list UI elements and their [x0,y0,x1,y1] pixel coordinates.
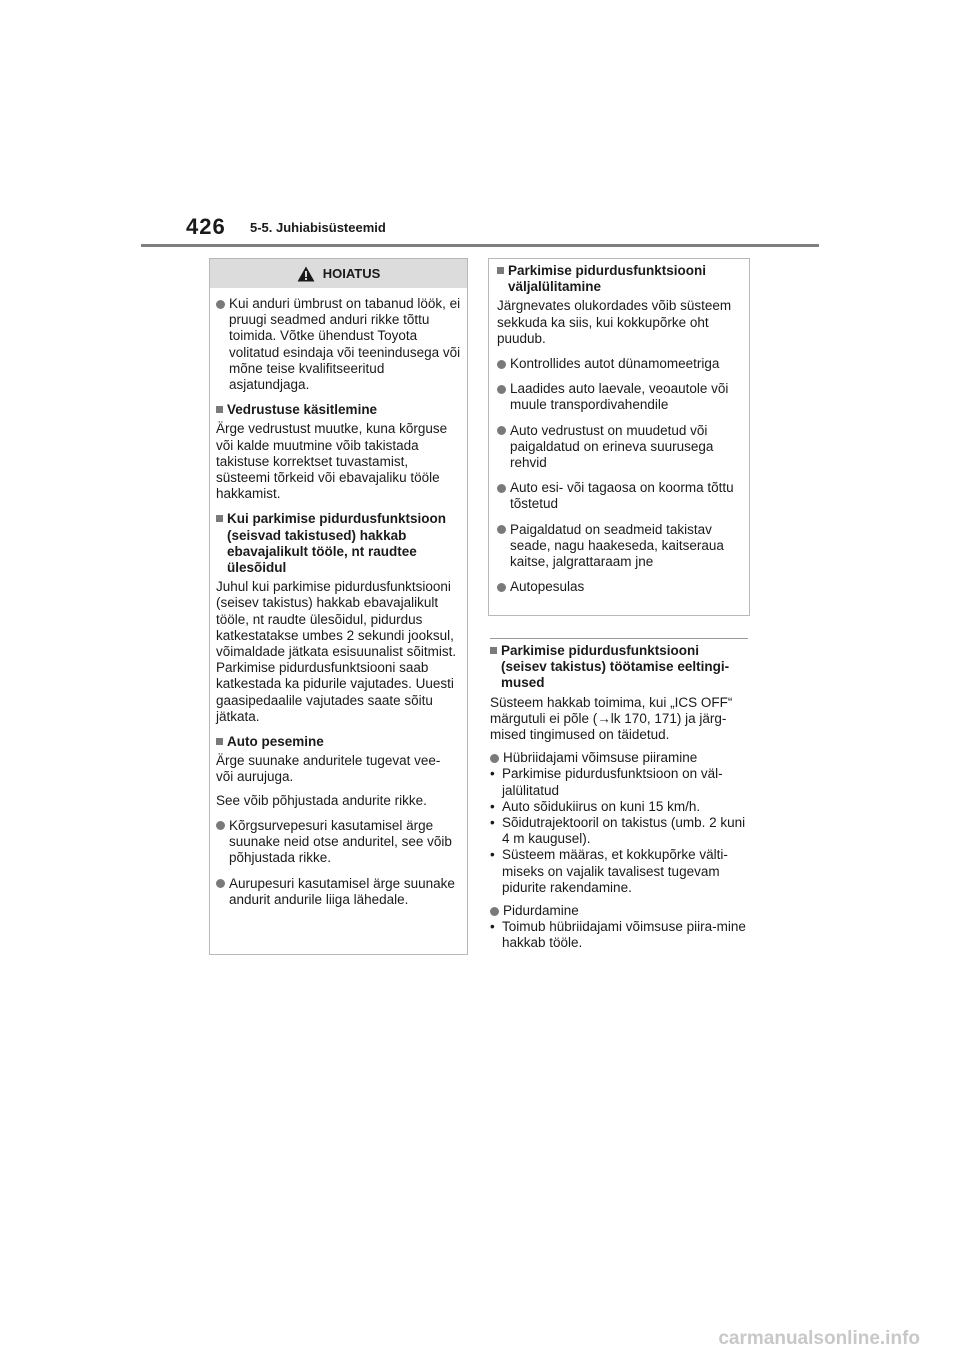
header-rule [141,244,819,247]
disable-bullet: Paigaldatud on seadmeid takistav seade, nagu haakeseda, kaitseraua kaitse, jalgrattaraam jne [497,522,743,571]
disable-bullet: Kontrollides autot dünamomeetriga [497,356,743,372]
conditions-heading: Parkimise pidurdusfunktsiooni (seisev takistus) töötamise eeltingi-mused [490,643,748,692]
disable-intro: Järgnevates olukordades võib süsteem sekkuda ka siis, kui kokkupõrke oht puudub. [497,298,732,346]
warning-title: HOIATUS [322,266,381,281]
conditions-section [490,638,748,952]
conditions-item: • Toimub hübriidajami võimsuse piira-mine hakkab tööle. [490,919,746,951]
disable-heading: Parkimise pidurdusfunktsiooni väljalülitamine [497,263,743,295]
square-bullet-icon [216,515,223,522]
conditions-intro: Süsteem hakkab toimima, kui „ICS OFF“ märgutuli ei põle (→lk 170, 171) ja järg-mised tingimused on täidetud. [490,694,733,743]
disable-bullet: Laadides auto laevale, veoautole või muule transpordivahendile [497,381,743,413]
disable-bullet: Auto vedrustust on muudetud või paigaldatud on erineva suurusega rehvid [497,423,743,472]
square-bullet-icon [216,406,223,413]
section-title: 5-5. Juhiabisüsteemid [250,220,386,235]
square-bullet-icon [216,738,223,745]
suspension-text: Ärge vedrustust muutke, kuna kõrguse või kalde muutmine võib takistada takistuse korrektset tuvastamist, süsteemi tõrkeid või ebavajaliku tööle hakkamist. [216,421,448,502]
warning-header [210,259,467,288]
conditions-item: • Parkimise pidurdusfunktsioon on väl-jalülitatud [490,766,723,798]
bullet-dot-icon [497,426,506,435]
conditions-group-title: Hübriidajami võimsuse piiramine [490,750,748,766]
conditions-group-title: Pidurdamine [490,903,748,919]
bullet-dot-icon [497,360,506,369]
wash-text-2: See võib põhjustada andurite rikke. [216,792,427,808]
rail-text: Juhul kui parkimise pidurdusfunktsiooni (seisev takistus) hakkab ebavajalikult tööle, nt raudte ülesõidul, pidurdus katkestatakse umbes 2 sekundi jooksul, võimaldade jätkata esisuunalist sõitmist. Parkimise pidurdusfunktsiooni saab katkestada ka pidurile vajutades. Uuesti gaasipedaalile vajutades saate sõitu jätkata. [216,579,457,724]
wash-bullet: Aurupesuri kasutamisel ärge suunake andurit andurile liiga lähedale. [216,876,461,908]
disable-info-box [488,258,750,616]
disable-bullet: Auto esi- või tagaosa on koorma tõttu tõstetud [497,480,743,512]
warning-triangle-icon [297,266,315,282]
bullet-dot-icon [497,525,506,534]
warning-body [210,288,467,908]
bullet-dot-icon [497,484,506,493]
warning-intro-bullet: Kui anduri ümbrust on tabanud löök, ei pruugi seadmed anduri rikke tõttu toimida. Võtke ühendust Toyota volitatud esindaja või teenindusega või mõne teise kvalifitseeritud asjatundjaga. [216,296,461,393]
rail-heading: Kui parkimise pidurdusfunktsioon (seisvad takistused) hakkab ebavajalikult tööle, nt raudtee ülesõidul [216,511,461,576]
bullet-dot-icon [497,385,506,394]
bullet-dot-icon [497,583,506,592]
warning-box [209,258,468,955]
bullet-dot-icon [216,879,225,888]
watermark: carmanualsonline.info [718,1328,920,1349]
bullet-dot-icon [490,907,499,916]
page-number: 426 [186,214,226,239]
conditions-item: • Auto sõidukiirus on kuni 15 km/h. [490,798,701,814]
conditions-item: • Süsteem määras, et kokkupõrke välti-miseks on vajalik tavalisest tugevam pidurite rakendamine. [490,847,728,895]
square-bullet-icon [497,267,504,274]
suspension-heading: Vedrustuse käsitlemine [216,402,461,418]
square-bullet-icon [490,647,497,654]
wash-bullet: Kõrgsurvepesuri kasutamisel ärge suunake neid otse anduritel, see võib põhjustada rikke. [216,818,461,867]
disable-bullet: Autopesulas [497,579,743,595]
wash-heading: Auto pesemine [216,734,461,750]
conditions-item: • Sõidutrajektooril on takistus (umb. 2 kuni 4 m kaugusel). [490,815,746,847]
bullet-dot-icon [216,300,225,309]
bullet-dot-icon [216,821,225,830]
bullet-dot-icon [490,754,499,763]
wash-text-1: Ärge suunake anduritele tugevat vee- või aurujuga. [216,753,441,785]
